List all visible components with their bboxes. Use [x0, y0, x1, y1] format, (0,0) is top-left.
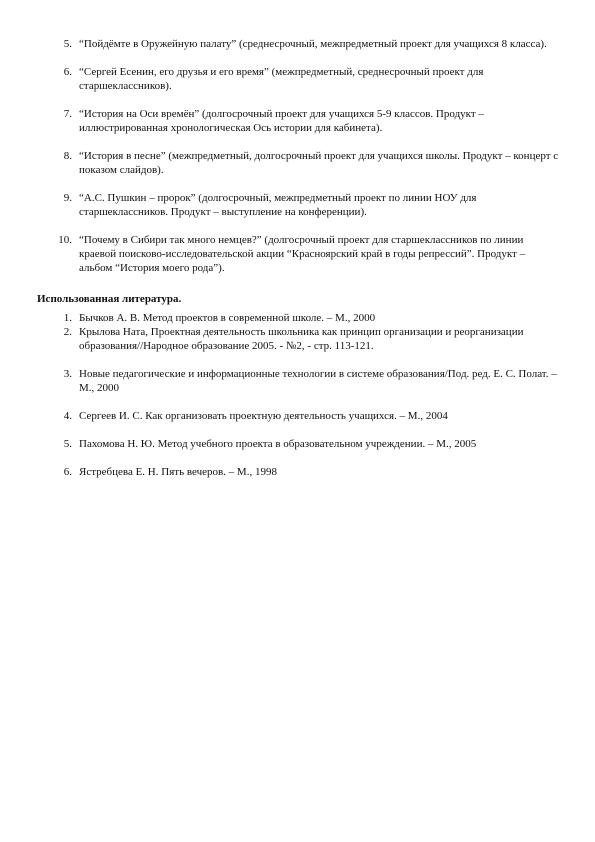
item-text: “Почему в Сибири так много немцев?” (долгосрочный проект для старшеклассников по линии краевой поисково-исследовательской акции “Красноярский край в годы репрессий”. Продукт – альбом “История моего рода”). — [79, 234, 526, 274]
list-item — [50, 65, 560, 93]
item-text: Ястребцева Е. Н. Пять вечеров. – М., 1998 — [79, 466, 277, 478]
item-number: 8. — [63, 150, 72, 162]
item-text: “История на Оси времён” (долгосрочный проект для учащихся 5-9 классов. Продукт – иллюстрированная хронологическая Ось истории для кабинета). — [79, 108, 484, 134]
list-item — [50, 107, 560, 135]
item-number: 7. — [63, 108, 72, 120]
item-text: “А.С. Пушкин – пророк” (долгосрочный, межпредметный проект по линии НОУ для старшеклассников. Продукт – выступление на конференции). — [79, 192, 477, 218]
project-list — [50, 37, 560, 289]
literature-heading: Использованная литература. — [37, 293, 182, 305]
item-text: Бычков А. В. Метод проектов в современной школе. – М., 2000 — [79, 312, 376, 324]
list-item — [50, 325, 560, 353]
list-item — [50, 367, 560, 395]
item-text: “История в песне” (межпредметный, долгосрочный проект для учащихся школы. Продукт – концерт с показом слайдов). — [79, 150, 559, 176]
item-number: 1. — [63, 312, 72, 324]
item-number: 5. — [63, 38, 72, 50]
item-number: 3. — [63, 368, 72, 380]
item-number: 5. — [63, 438, 72, 450]
list-item — [50, 191, 560, 219]
list-item — [50, 437, 560, 451]
item-number: 9. — [63, 192, 72, 204]
list-item — [50, 37, 560, 51]
item-number: 2. — [63, 326, 72, 338]
item-text: Пахомова Н. Ю. Метод учебного проекта в образовательном учреждении. – М., 2005 — [79, 438, 477, 450]
list-item — [50, 409, 560, 423]
list-item — [50, 149, 560, 177]
list-item — [50, 465, 560, 479]
literature-list — [50, 311, 560, 493]
item-text: Крылова Ната, Проектная деятельность школьника как принцип организации и реорганизации образования//Народное образование 2005. - №2, - стр. 113-121. — [79, 326, 524, 352]
item-number: 6. — [63, 66, 72, 78]
item-number: 10. — [58, 234, 72, 246]
item-text: Новые педагогические и информационные технологии в системе образования/Под. ред. Е. С. Полат. – М., 2000 — [79, 368, 557, 394]
item-text: Сергеев И. С. Как организовать проектную деятельность учащихся. – М., 2004 — [79, 410, 448, 422]
list-item — [50, 311, 560, 325]
item-text: “Пойдёмте в Оружейную палату” (среднесрочный, межпредметный проект для учащихся 8 класса). — [79, 38, 547, 50]
item-number: 6. — [63, 466, 72, 478]
item-text: “Сергей Есенин, его друзья и его время” (межпредметный, среднесрочный проект для старшеклассников). — [79, 66, 484, 92]
item-number: 4. — [63, 410, 72, 422]
list-item — [50, 233, 560, 275]
